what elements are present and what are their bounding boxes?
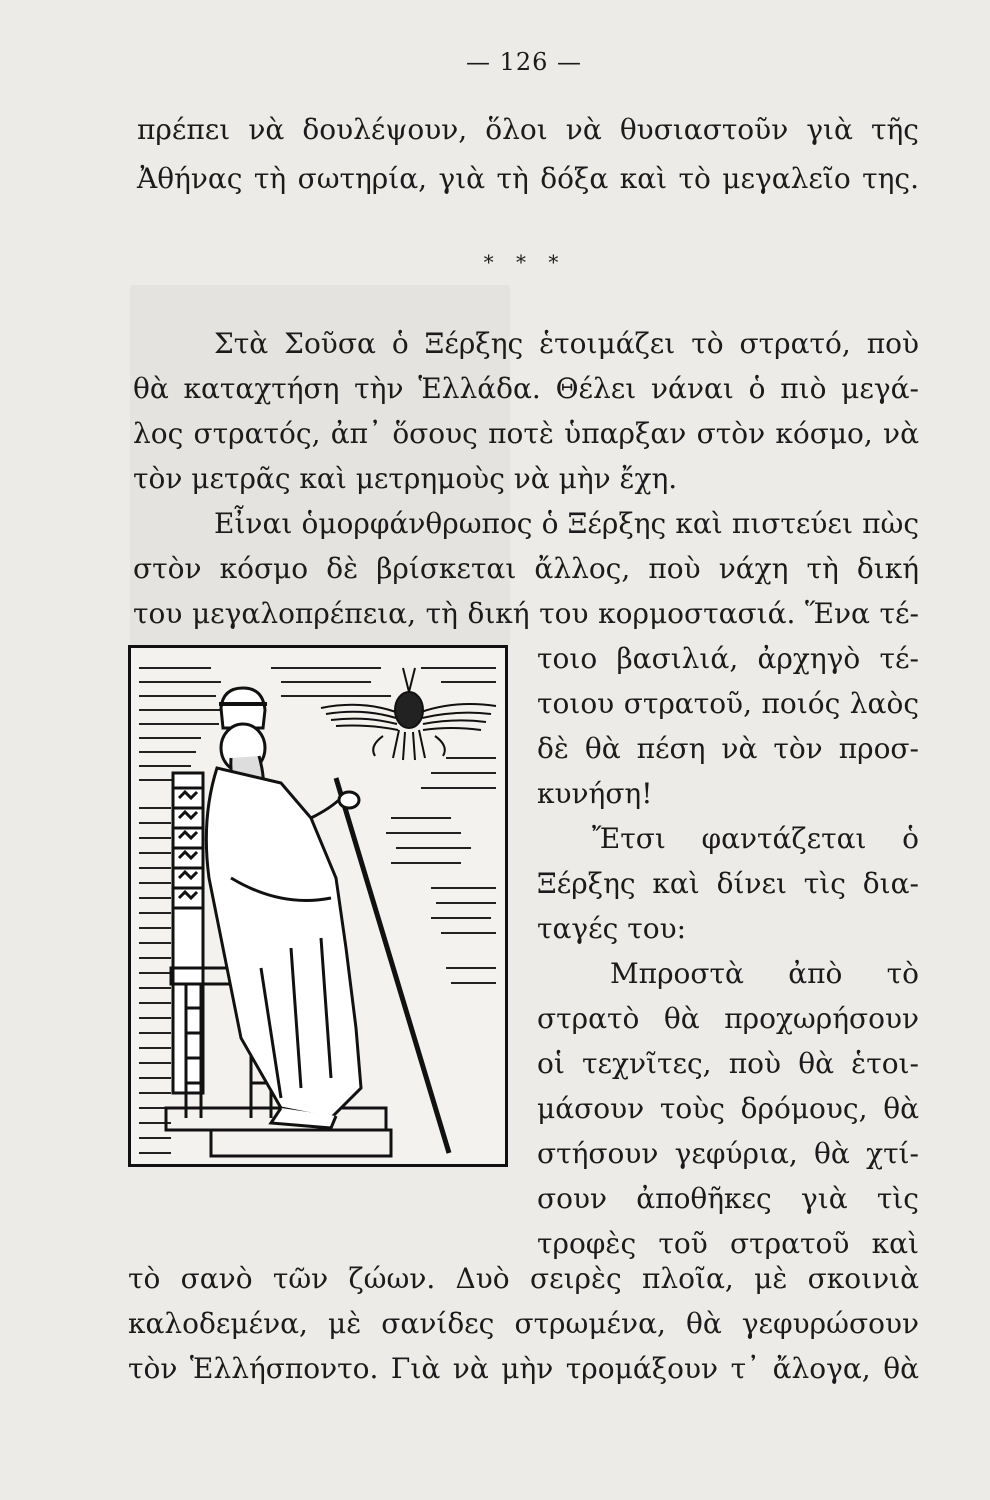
- text-line: σουν ἀποθῆκες γιὰ τὶς: [537, 1182, 919, 1215]
- text-line: τροφὲς τοῦ στρατοῦ καὶ: [537, 1227, 919, 1260]
- text-line: πρέπει νὰ δουλέψουν, ὅλοι νὰ θυσιαστοῦν γιὰ τῆς: [137, 113, 919, 146]
- text-line: οἱ τεχνῖτες, ποὺ θὰ ἑτοι-: [537, 1047, 919, 1080]
- text-line: τὸν Ἑλλήσποντο. Γιὰ νὰ μὴν τρομάξουν τ᾽ ἄλογα, θὰ: [128, 1352, 919, 1385]
- text-line: μάσουν τοὺς δρόμους, θὰ: [537, 1092, 919, 1125]
- king-on-throne-illustration: [131, 648, 505, 1164]
- text-line: Ξέρξης καὶ δίνει τὶς δια-: [537, 867, 919, 900]
- text-line: στήσουν γεφύρια, θὰ χτί-: [537, 1137, 919, 1170]
- text-line: λος στρατός, ἀπ᾽ ὅσους ποτὲ ὑπαρξαν στὸν κόσμο, νὰ: [133, 417, 919, 450]
- text-line: του μεγαλοπρέπεια, τὴ δική του κορμοστασιά. Ἕνα τέ-: [133, 597, 919, 630]
- text-line: στρατὸ θὰ προχωρήσουν: [537, 1002, 919, 1035]
- text-line: Στὰ Σοῦσα ὁ Ξέρξης ἑτοιμάζει τὸ στρατό, ποὺ: [214, 327, 919, 360]
- text-line: κυνήση!: [537, 777, 653, 810]
- text-line: Εἶναι ὁμορφάνθρωπος ὁ Ξέρξης καὶ πιστεύει πὼς: [214, 507, 919, 540]
- section-separator: * * *: [483, 250, 567, 274]
- text-line: στὸν κόσμο δὲ βρίσκεται ἄλλος, ποὺ νάχη τὴ δική: [133, 552, 919, 585]
- text-line: ταγές του:: [537, 912, 687, 945]
- text-line: Ἀθήνας τὴ σωτηρία, γιὰ τὴ δόξα καὶ τὸ μεγαλεῖο της.: [137, 162, 919, 195]
- text-line: δὲ θὰ πέση νὰ τὸν προσ-: [537, 732, 919, 765]
- text-line: Ἔτσι φαντάζεται ὁ: [592, 822, 919, 855]
- text-line: Μπροστὰ ἀπὸ τὸ: [610, 957, 919, 990]
- page-number: — 126 —: [465, 48, 583, 76]
- text-line: τοιου στρατοῦ, ποιός λαὸς: [537, 687, 919, 720]
- woodcut-illustration: [128, 645, 508, 1167]
- text-line: τὸν μετρᾶς καὶ μετρημοὺς νὰ μὴν ἔχη.: [133, 462, 678, 495]
- text-line: θὰ καταχτήση τὴν Ἑλλάδα. Θέλει νάναι ὁ πιὸ μεγά-: [133, 372, 919, 405]
- text-line: τοιο βασιλιά, ἀρχηγὸ τέ-: [537, 642, 919, 675]
- text-line: καλοδεμένα, μὲ σανίδες στρωμένα, θὰ γεφυρώσουν: [128, 1307, 919, 1340]
- text-line: τὸ σανὸ τῶν ζώων. Δυὸ σειρὲς πλοῖα, μὲ σκοινιὰ: [128, 1262, 919, 1295]
